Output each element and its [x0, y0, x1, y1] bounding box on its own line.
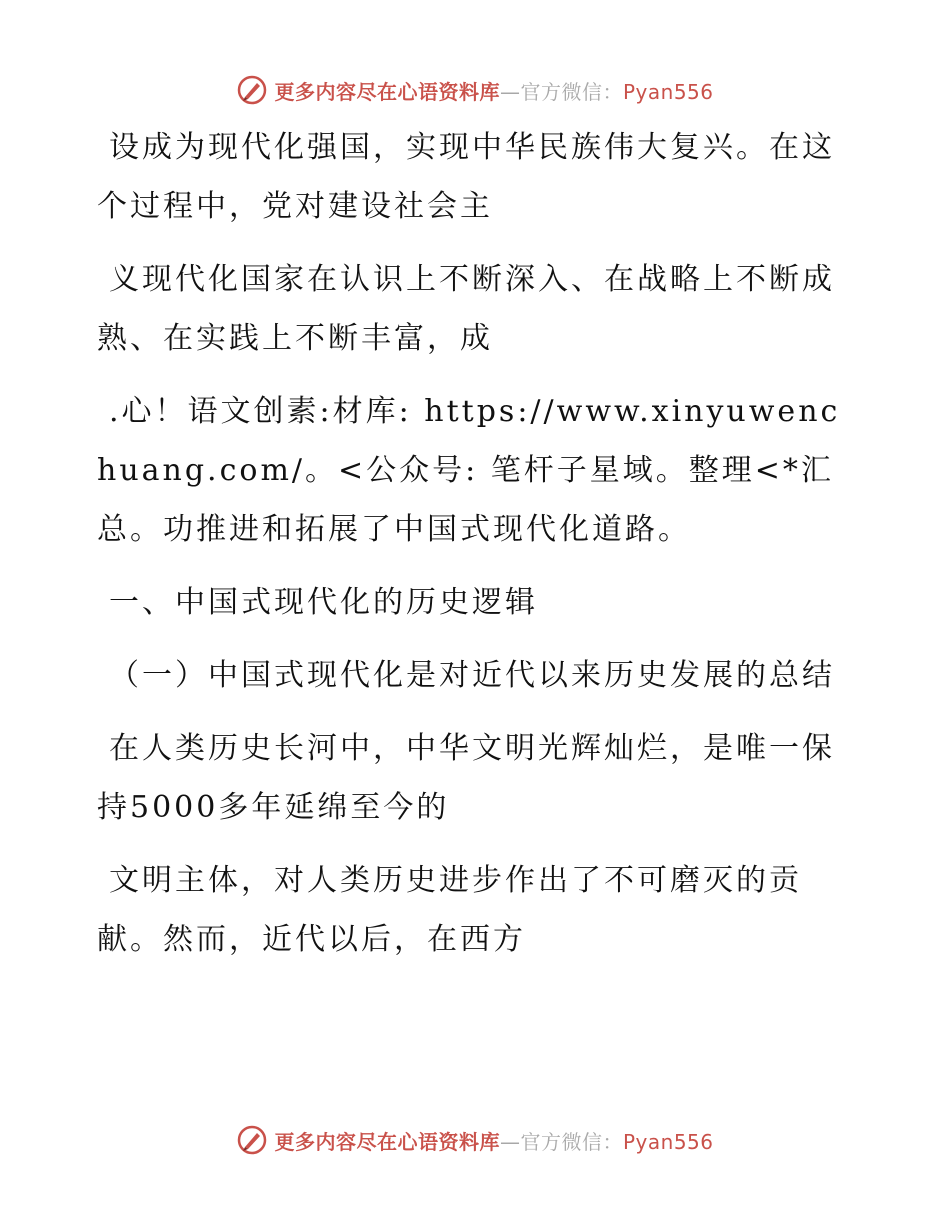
banner-wechat-id: Pyan556 — [622, 79, 714, 104]
banner-main-text: 更多内容尽在心语资料库 — [274, 79, 500, 104]
banner-wechat-label: 官方微信： — [520, 1129, 623, 1154]
quill-pen-seal-icon — [236, 74, 268, 106]
banner-main-text: 更多内容尽在心语资料库 — [274, 1129, 500, 1154]
paragraph: 文明主体，对人类历史进步作出了不可磨灭的贡献。然而，近代以后，在西方 — [97, 863, 802, 957]
section-heading: 一、中国式现代化的历史逻辑 — [109, 585, 538, 620]
paragraph: 义现代化国家在认识上不断深入、在战略上不断成熟、在实践上不断丰富，成 — [97, 262, 835, 356]
banner-text — [274, 76, 713, 105]
subsection-heading: （一）中国式现代化是对近代以来历史发展的总结 — [109, 658, 835, 693]
paragraph: .心！语文创素:材库: https://www.xinyuwenchuang.com/。<公众号: 笔杆子星域。整理<*汇总。功推进和拓展了中国式现代化道路。 — [97, 394, 841, 547]
banner-text — [274, 1126, 713, 1155]
banner-dash: — — [499, 79, 521, 104]
document-body — [97, 118, 857, 983]
banner-dash: — — [499, 1129, 521, 1154]
quill-pen-seal-icon — [236, 1124, 268, 1156]
paragraph: 设成为现代化强国，实现中华民族伟大复兴。在这个过程中，党对建设社会主 — [97, 130, 835, 224]
header-banner — [0, 70, 950, 110]
footer-banner — [0, 1120, 950, 1160]
paragraph: 在人类历史长河中，中华文明光辉灿烂，是唯一保持5000多年延绵至今的 — [97, 731, 835, 825]
banner-wechat-label: 官方微信： — [520, 79, 623, 104]
banner-wechat-id: Pyan556 — [622, 1129, 714, 1154]
